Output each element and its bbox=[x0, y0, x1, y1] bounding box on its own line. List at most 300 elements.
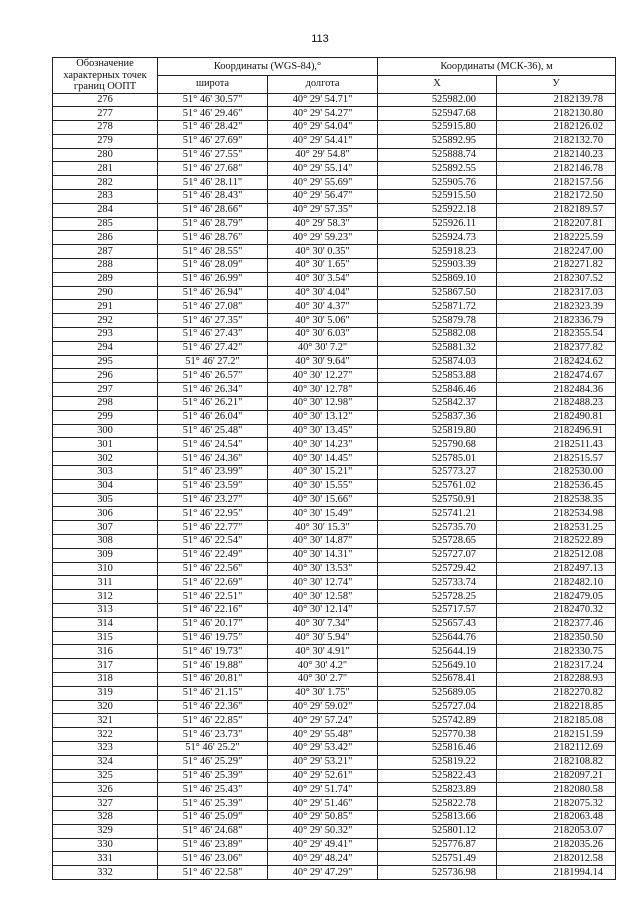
longitude-cell: 40° 30' 15.66" bbox=[268, 493, 378, 507]
point-id-cell: 324 bbox=[53, 755, 158, 769]
point-id-cell: 277 bbox=[53, 107, 158, 121]
longitude-cell: 40° 29' 51.74" bbox=[268, 783, 378, 797]
table-row bbox=[53, 300, 616, 314]
longitude-cell: 40° 30' 9.64" bbox=[268, 355, 378, 369]
point-id-cell: 293 bbox=[53, 328, 158, 342]
x-cell: 525790.68 bbox=[378, 438, 497, 452]
point-id-cell: 283 bbox=[53, 190, 158, 204]
x-cell: 525750.91 bbox=[378, 493, 497, 507]
y-cell: 2182075.32 bbox=[497, 797, 616, 811]
longitude-cell: 40° 29' 53.21" bbox=[268, 755, 378, 769]
longitude-cell: 40° 30' 4.04" bbox=[268, 286, 378, 300]
table-row bbox=[53, 659, 616, 673]
longitude-cell: 40° 30' 13.45" bbox=[268, 424, 378, 438]
y-cell: 2182350.50 bbox=[497, 631, 616, 645]
point-id-cell: 290 bbox=[53, 286, 158, 300]
x-cell: 525837.36 bbox=[378, 410, 497, 424]
table-row bbox=[53, 810, 616, 824]
y-cell: 2182512.08 bbox=[497, 548, 616, 562]
x-cell: 525881.32 bbox=[378, 341, 497, 355]
latitude-cell: 51° 46' 22.58" bbox=[158, 866, 268, 880]
longitude-cell: 40° 29' 55.14" bbox=[268, 162, 378, 176]
point-id-cell: 327 bbox=[53, 797, 158, 811]
latitude-cell: 51° 46' 19.73" bbox=[158, 645, 268, 659]
point-id-cell: 288 bbox=[53, 259, 158, 273]
y-cell: 2182511.43 bbox=[497, 438, 616, 452]
latitude-cell: 51° 46' 22.51" bbox=[158, 590, 268, 604]
y-cell: 2182330.75 bbox=[497, 645, 616, 659]
point-id-cell: 302 bbox=[53, 452, 158, 466]
y-cell: 2182317.03 bbox=[497, 286, 616, 300]
longitude-cell: 40° 29' 49.41" bbox=[268, 838, 378, 852]
table-row bbox=[53, 245, 616, 259]
latitude-cell: 51° 46' 28.11" bbox=[158, 176, 268, 190]
y-cell: 2182132.70 bbox=[497, 134, 616, 148]
point-id-cell: 326 bbox=[53, 783, 158, 797]
point-id-cell: 282 bbox=[53, 176, 158, 190]
longitude-cell: 40° 30' 14.45" bbox=[268, 452, 378, 466]
longitude-cell: 40° 30' 5.06" bbox=[268, 314, 378, 328]
x-cell: 525853.88 bbox=[378, 369, 497, 383]
table-row bbox=[53, 341, 616, 355]
longitude-cell: 40° 30' 13.53" bbox=[268, 562, 378, 576]
longitude-cell: 40° 29' 55.69" bbox=[268, 176, 378, 190]
table-row bbox=[53, 355, 616, 369]
table-row bbox=[53, 783, 616, 797]
x-cell: 525736.98 bbox=[378, 866, 497, 880]
x-cell: 525918.23 bbox=[378, 245, 497, 259]
table-row bbox=[53, 217, 616, 231]
point-id-cell: 319 bbox=[53, 686, 158, 700]
x-cell: 525892.55 bbox=[378, 162, 497, 176]
x-cell: 525947.68 bbox=[378, 107, 497, 121]
latitude-cell: 51° 46' 22.77" bbox=[158, 521, 268, 535]
latitude-cell: 51° 46' 23.59" bbox=[158, 479, 268, 493]
x-cell: 525773.27 bbox=[378, 466, 497, 480]
x-cell: 525823.89 bbox=[378, 783, 497, 797]
y-cell: 2182479.05 bbox=[497, 590, 616, 604]
point-id-cell: 318 bbox=[53, 672, 158, 686]
longitude-cell: 40° 30' 3.54" bbox=[268, 272, 378, 286]
point-id-cell: 332 bbox=[53, 866, 158, 880]
longitude-cell: 40° 30' 0.35" bbox=[268, 245, 378, 259]
latitude-cell: 51° 46' 27.35" bbox=[158, 314, 268, 328]
y-cell: 2182130.80 bbox=[497, 107, 616, 121]
y-cell: 2182172.50 bbox=[497, 190, 616, 204]
longitude-cell: 40° 29' 50.85" bbox=[268, 810, 378, 824]
x-cell: 525915.50 bbox=[378, 190, 497, 204]
longitude-cell: 40° 29' 51.46" bbox=[268, 797, 378, 811]
y-cell: 2182317.24 bbox=[497, 659, 616, 673]
point-id-cell: 291 bbox=[53, 300, 158, 314]
table-row bbox=[53, 203, 616, 217]
longitude-cell: 40° 29' 48.24" bbox=[268, 852, 378, 866]
y-cell: 2182012.58 bbox=[497, 852, 616, 866]
latitude-cell: 51° 46' 25.29" bbox=[158, 755, 268, 769]
point-id-cell: 310 bbox=[53, 562, 158, 576]
table-row bbox=[53, 134, 616, 148]
table-row bbox=[53, 714, 616, 728]
y-cell: 2181994.14 bbox=[497, 866, 616, 880]
x-cell: 525649.10 bbox=[378, 659, 497, 673]
point-id-cell: 299 bbox=[53, 410, 158, 424]
y-cell: 2182157.56 bbox=[497, 176, 616, 190]
latitude-cell: 51° 46' 25.39" bbox=[158, 797, 268, 811]
longitude-cell: 40° 29' 52.61" bbox=[268, 769, 378, 783]
y-cell: 2182538.35 bbox=[497, 493, 616, 507]
page-number: 113 bbox=[311, 33, 329, 45]
table-row bbox=[53, 507, 616, 521]
table-row bbox=[53, 452, 616, 466]
longitude-cell: 40° 30' 12.78" bbox=[268, 383, 378, 397]
point-id-cell: 331 bbox=[53, 852, 158, 866]
table-row bbox=[53, 755, 616, 769]
table-header bbox=[53, 58, 616, 94]
longitude-cell: 40° 30' 7.34" bbox=[268, 617, 378, 631]
x-cell: 525742.89 bbox=[378, 714, 497, 728]
longitude-cell: 40° 30' 7.2" bbox=[268, 341, 378, 355]
x-cell: 525678.41 bbox=[378, 672, 497, 686]
latitude-cell: 51° 46' 20.17" bbox=[158, 617, 268, 631]
x-cell: 525867.50 bbox=[378, 286, 497, 300]
table-row bbox=[53, 107, 616, 121]
y-cell: 2182470.32 bbox=[497, 603, 616, 617]
y-cell: 2182496.91 bbox=[497, 424, 616, 438]
point-id-cell: 311 bbox=[53, 576, 158, 590]
table-row bbox=[53, 231, 616, 245]
table-body bbox=[53, 93, 616, 879]
latitude-cell: 51° 46' 27.43" bbox=[158, 328, 268, 342]
y-cell: 2182225.59 bbox=[497, 231, 616, 245]
latitude-cell: 51° 46' 26.21" bbox=[158, 397, 268, 411]
table-row bbox=[53, 769, 616, 783]
latitude-cell: 51° 46' 19.75" bbox=[158, 631, 268, 645]
table-row bbox=[53, 286, 616, 300]
table-row bbox=[53, 631, 616, 645]
longitude-cell: 40° 29' 54.41" bbox=[268, 134, 378, 148]
longitude-cell: 40° 29' 53.42" bbox=[268, 741, 378, 755]
longitude-cell: 40° 30' 5.94" bbox=[268, 631, 378, 645]
longitude-cell: 40° 29' 58.3" bbox=[268, 217, 378, 231]
x-cell: 525869.10 bbox=[378, 272, 497, 286]
latitude-cell: 51° 46' 27.2" bbox=[158, 355, 268, 369]
latitude-cell: 51° 46' 25.09" bbox=[158, 810, 268, 824]
table-row bbox=[53, 672, 616, 686]
y-cell: 2182488.23 bbox=[497, 397, 616, 411]
longitude-cell: 40° 29' 57.35" bbox=[268, 203, 378, 217]
latitude-cell: 51° 46' 27.69" bbox=[158, 134, 268, 148]
latitude-cell: 51° 46' 22.54" bbox=[158, 535, 268, 549]
x-cell: 525785.01 bbox=[378, 452, 497, 466]
x-cell: 525717.57 bbox=[378, 603, 497, 617]
table-row bbox=[53, 479, 616, 493]
y-cell: 2182271.82 bbox=[497, 259, 616, 273]
table-row bbox=[53, 493, 616, 507]
table-row bbox=[53, 93, 616, 107]
x-cell: 525888.74 bbox=[378, 148, 497, 162]
longitude-cell: 40° 30' 14.31" bbox=[268, 548, 378, 562]
point-id-cell: 303 bbox=[53, 466, 158, 480]
x-cell: 525801.12 bbox=[378, 824, 497, 838]
table-row bbox=[53, 314, 616, 328]
x-cell: 525735.70 bbox=[378, 521, 497, 535]
x-cell: 525874.03 bbox=[378, 355, 497, 369]
y-cell: 2182377.82 bbox=[497, 341, 616, 355]
y-cell: 2182063.48 bbox=[497, 810, 616, 824]
point-id-cell: 286 bbox=[53, 231, 158, 245]
latitude-cell: 51° 46' 24.68" bbox=[158, 824, 268, 838]
table-row bbox=[53, 410, 616, 424]
y-cell: 2182424.62 bbox=[497, 355, 616, 369]
y-cell: 2182126.02 bbox=[497, 121, 616, 135]
point-id-cell: 316 bbox=[53, 645, 158, 659]
point-id-cell: 315 bbox=[53, 631, 158, 645]
table-row bbox=[53, 190, 616, 204]
point-id-cell: 301 bbox=[53, 438, 158, 452]
y-cell: 2182536.45 bbox=[497, 479, 616, 493]
longitude-cell: 40° 30' 2.7" bbox=[268, 672, 378, 686]
latitude-cell: 51° 46' 25.48" bbox=[158, 424, 268, 438]
y-cell: 2182484.36 bbox=[497, 383, 616, 397]
x-cell: 525846.46 bbox=[378, 383, 497, 397]
point-id-cell: 322 bbox=[53, 728, 158, 742]
x-cell: 525813.66 bbox=[378, 810, 497, 824]
latitude-cell: 51° 46' 22.69" bbox=[158, 576, 268, 590]
latitude-cell: 51° 46' 19.88" bbox=[158, 659, 268, 673]
table-row bbox=[53, 328, 616, 342]
latitude-cell: 51° 46' 25.39" bbox=[158, 769, 268, 783]
latitude-cell: 51° 46' 22.49" bbox=[158, 548, 268, 562]
point-id-cell: 306 bbox=[53, 507, 158, 521]
longitude-cell: 40° 30' 12.14" bbox=[268, 603, 378, 617]
y-cell: 2182497.13 bbox=[497, 562, 616, 576]
point-id-cell: 279 bbox=[53, 134, 158, 148]
table-row bbox=[53, 617, 616, 631]
y-cell: 2182355.54 bbox=[497, 328, 616, 342]
y-cell: 2182140.23 bbox=[497, 148, 616, 162]
table-row bbox=[53, 272, 616, 286]
x-cell: 525926.11 bbox=[378, 217, 497, 231]
point-id-cell: 297 bbox=[53, 383, 158, 397]
x-cell: 525741.21 bbox=[378, 507, 497, 521]
longitude-cell: 40° 30' 15.3" bbox=[268, 521, 378, 535]
x-cell: 525819.22 bbox=[378, 755, 497, 769]
point-id-cell: 285 bbox=[53, 217, 158, 231]
table-row bbox=[53, 576, 616, 590]
longitude-cell: 40° 29' 47.29" bbox=[268, 866, 378, 880]
latitude-cell: 51° 46' 26.57" bbox=[158, 369, 268, 383]
point-id-cell: 308 bbox=[53, 535, 158, 549]
table-row bbox=[53, 590, 616, 604]
longitude-cell: 40° 30' 14.87" bbox=[268, 535, 378, 549]
y-cell: 2182270.82 bbox=[497, 686, 616, 700]
latitude-cell: 51° 46' 27.55" bbox=[158, 148, 268, 162]
latitude-cell: 51° 46' 28.42" bbox=[158, 121, 268, 135]
longitude-cell: 40° 30' 4.2" bbox=[268, 659, 378, 673]
longitude-cell: 40° 30' 15.49" bbox=[268, 507, 378, 521]
latitude-cell: 51° 46' 23.27" bbox=[158, 493, 268, 507]
point-id-cell: 292 bbox=[53, 314, 158, 328]
x-cell: 525882.08 bbox=[378, 328, 497, 342]
longitude-cell: 40° 29' 57.24" bbox=[268, 714, 378, 728]
longitude-cell: 40° 29' 56.47" bbox=[268, 190, 378, 204]
point-id-cell: 330 bbox=[53, 838, 158, 852]
latitude-cell: 51° 46' 28.43" bbox=[158, 190, 268, 204]
latitude-cell: 51° 46' 30.57" bbox=[158, 93, 268, 107]
latitude-cell: 51° 46' 24.54" bbox=[158, 438, 268, 452]
latitude-cell: 51° 46' 23.73" bbox=[158, 728, 268, 742]
longitude-cell: 40° 29' 54.04" bbox=[268, 121, 378, 135]
latitude-cell: 51° 46' 27.68" bbox=[158, 162, 268, 176]
latitude-cell: 51° 46' 26.99" bbox=[158, 272, 268, 286]
longitude-cell: 40° 29' 50.32" bbox=[268, 824, 378, 838]
point-id-cell: 289 bbox=[53, 272, 158, 286]
point-id-cell: 278 bbox=[53, 121, 158, 135]
y-cell: 2182515.57 bbox=[497, 452, 616, 466]
table-row bbox=[53, 686, 616, 700]
point-id-cell: 298 bbox=[53, 397, 158, 411]
latitude-cell: 51° 46' 28.09" bbox=[158, 259, 268, 273]
table-row bbox=[53, 535, 616, 549]
latitude-cell: 51° 46' 20.81" bbox=[158, 672, 268, 686]
point-id-cell: 305 bbox=[53, 493, 158, 507]
point-id-cell: 280 bbox=[53, 148, 158, 162]
longitude-cell: 40° 29' 54.27" bbox=[268, 107, 378, 121]
y-cell: 2182474.67 bbox=[497, 369, 616, 383]
y-cell: 2182482.10 bbox=[497, 576, 616, 590]
point-id-cell: 276 bbox=[53, 93, 158, 107]
x-cell: 525733.74 bbox=[378, 576, 497, 590]
point-id-cell: 300 bbox=[53, 424, 158, 438]
longitude-cell: 40° 30' 15.21" bbox=[268, 466, 378, 480]
longitude-cell: 40° 30' 6.03" bbox=[268, 328, 378, 342]
table-row bbox=[53, 645, 616, 659]
y-cell: 2182490.81 bbox=[497, 410, 616, 424]
point-id-cell: 320 bbox=[53, 700, 158, 714]
latitude-header: широта bbox=[158, 75, 268, 93]
x-cell: 525728.65 bbox=[378, 535, 497, 549]
y-cell: 2182189.57 bbox=[497, 203, 616, 217]
y-cell: 2182097.21 bbox=[497, 769, 616, 783]
x-cell: 525727.04 bbox=[378, 700, 497, 714]
table-row bbox=[53, 424, 616, 438]
x-cell: 525879.78 bbox=[378, 314, 497, 328]
table-row bbox=[53, 603, 616, 617]
latitude-cell: 51° 46' 22.95" bbox=[158, 507, 268, 521]
longitude-cell: 40° 30' 12.58" bbox=[268, 590, 378, 604]
x-cell: 525842.37 bbox=[378, 397, 497, 411]
y-cell: 2182035.26 bbox=[497, 838, 616, 852]
msk-group-header: Координаты (МСК-36), м bbox=[378, 58, 616, 76]
x-cell: 525689.05 bbox=[378, 686, 497, 700]
point-column-header: Обозначение характерных точек границ ООПТ bbox=[53, 58, 158, 94]
latitude-cell: 51° 46' 22.36" bbox=[158, 700, 268, 714]
table-row bbox=[53, 866, 616, 880]
longitude-cell: 40° 30' 12.27" bbox=[268, 369, 378, 383]
table-row bbox=[53, 728, 616, 742]
point-id-cell: 314 bbox=[53, 617, 158, 631]
latitude-cell: 51° 46' 26.04" bbox=[158, 410, 268, 424]
point-id-cell: 295 bbox=[53, 355, 158, 369]
latitude-cell: 51° 46' 27.42" bbox=[158, 341, 268, 355]
latitude-cell: 51° 46' 28.76" bbox=[158, 231, 268, 245]
latitude-cell: 51° 46' 23.89" bbox=[158, 838, 268, 852]
x-cell: 525892.95 bbox=[378, 134, 497, 148]
latitude-cell: 51° 46' 26.94" bbox=[158, 286, 268, 300]
longitude-cell: 40° 30' 1.75" bbox=[268, 686, 378, 700]
table-row bbox=[53, 121, 616, 135]
latitude-cell: 51° 46' 25.43" bbox=[158, 783, 268, 797]
x-cell: 525819.80 bbox=[378, 424, 497, 438]
point-id-cell: 287 bbox=[53, 245, 158, 259]
latitude-cell: 51° 46' 28.66" bbox=[158, 203, 268, 217]
longitude-header: долгота bbox=[268, 75, 378, 93]
table-row bbox=[53, 797, 616, 811]
x-cell: 525982.00 bbox=[378, 93, 497, 107]
table-row bbox=[53, 397, 616, 411]
latitude-cell: 51° 46' 22.56" bbox=[158, 562, 268, 576]
longitude-cell: 40° 29' 54.8" bbox=[268, 148, 378, 162]
point-id-cell: 323 bbox=[53, 741, 158, 755]
longitude-cell: 40° 30' 1.65" bbox=[268, 259, 378, 273]
x-cell: 525727.07 bbox=[378, 548, 497, 562]
y-cell: 2182307.52 bbox=[497, 272, 616, 286]
longitude-cell: 40° 29' 59.02" bbox=[268, 700, 378, 714]
y-cell: 2182108.82 bbox=[497, 755, 616, 769]
point-id-cell: 294 bbox=[53, 341, 158, 355]
x-cell: 525905.76 bbox=[378, 176, 497, 190]
x-cell: 525822.43 bbox=[378, 769, 497, 783]
longitude-cell: 40° 30' 4.91" bbox=[268, 645, 378, 659]
latitude-cell: 51° 46' 28.55" bbox=[158, 245, 268, 259]
point-id-cell: 313 bbox=[53, 603, 158, 617]
longitude-cell: 40° 29' 55.48" bbox=[268, 728, 378, 742]
y-cell: 2182053.07 bbox=[497, 824, 616, 838]
latitude-cell: 51° 46' 23.06" bbox=[158, 852, 268, 866]
y-cell: 2182288.93 bbox=[497, 672, 616, 686]
y-cell: 2182080.58 bbox=[497, 783, 616, 797]
table-row bbox=[53, 852, 616, 866]
table-row bbox=[53, 162, 616, 176]
longitude-cell: 40° 29' 54.71" bbox=[268, 93, 378, 107]
y-cell: 2182151.59 bbox=[497, 728, 616, 742]
latitude-cell: 51° 46' 29.46" bbox=[158, 107, 268, 121]
y-cell: 2182377.46 bbox=[497, 617, 616, 631]
x-cell: 525822.78 bbox=[378, 797, 497, 811]
table-row bbox=[53, 562, 616, 576]
point-id-cell: 296 bbox=[53, 369, 158, 383]
latitude-cell: 51° 46' 27.08" bbox=[158, 300, 268, 314]
table-row bbox=[53, 148, 616, 162]
x-cell: 525751.49 bbox=[378, 852, 497, 866]
latitude-cell: 51° 46' 28.79" bbox=[158, 217, 268, 231]
point-id-cell: 321 bbox=[53, 714, 158, 728]
x-cell: 525657.43 bbox=[378, 617, 497, 631]
y-cell: 2182530.00 bbox=[497, 466, 616, 480]
point-id-cell: 284 bbox=[53, 203, 158, 217]
y-cell: 2182247.00 bbox=[497, 245, 616, 259]
x-cell: 525728.25 bbox=[378, 590, 497, 604]
y-cell: 2182139.78 bbox=[497, 93, 616, 107]
x-cell: 525922.18 bbox=[378, 203, 497, 217]
y-cell: 2182218.85 bbox=[497, 700, 616, 714]
x-cell: 525915.80 bbox=[378, 121, 497, 135]
table-row bbox=[53, 741, 616, 755]
point-id-cell: 304 bbox=[53, 479, 158, 493]
wgs-group-header: Координаты (WGS-84),° bbox=[158, 58, 378, 76]
longitude-cell: 40° 30' 12.74" bbox=[268, 576, 378, 590]
table-row bbox=[53, 438, 616, 452]
